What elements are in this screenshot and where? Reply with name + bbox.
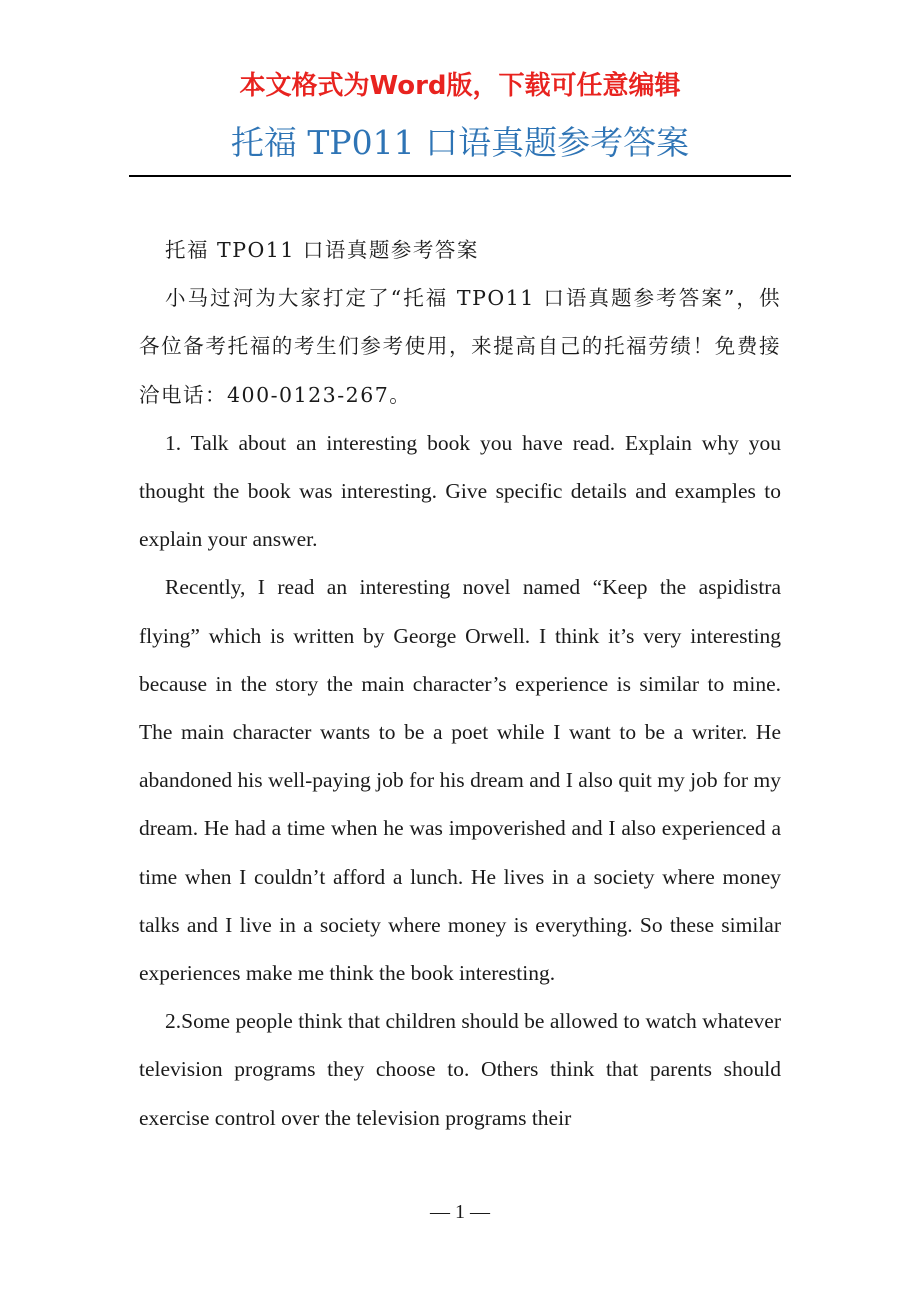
paragraph-question-1: 1. Talk about an interesting book you have read. Explain why you thought the book was interesting. Give specific details and examples to explain your answer. [139, 430, 781, 552]
page-number: — 1 — [430, 1201, 490, 1223]
paragraph-subtitle: 托福 TPO11 口语真题参考答案 [165, 238, 479, 262]
document-title: 托福 TP011 口语真题参考答案 [230, 123, 690, 162]
title-divider [129, 175, 791, 177]
paragraph-question-2: 2.Some people think that children should be allowed to watch whatever television programs they choose to. Others think that parents should exercise control over the television programs their [139, 1009, 781, 1130]
paragraph-intro: 小马过河为大家打定了“托福 TPO11 口语真题参考答案”，供各位备考托福的考生们参考使用，来提高自己的托福劳绩！免费接洽电话：400-0123-267。 [139, 286, 781, 407]
document-body [139, 226, 781, 1142]
paragraph-answer-1: Recently, I read an interesting novel named “Keep the aspidistra flying” which is written by George Orwell. I think it’s very interesting because in the story the main character’s experience is similar to mine. The main character wants to be a poet while I want to be a writer. He abandoned his well-paying job for his dream and I also quit my job for my dream. He had a time when he was impoverished and I also experienced a time when I couldn’t afford a lunch. He lives in a society where money talks and I live in a society where money is everything. So these similar experiences make me think the book interesting. [139, 575, 781, 986]
format-notice: 本文格式为Word版，下载可任意编辑 [239, 71, 681, 101]
